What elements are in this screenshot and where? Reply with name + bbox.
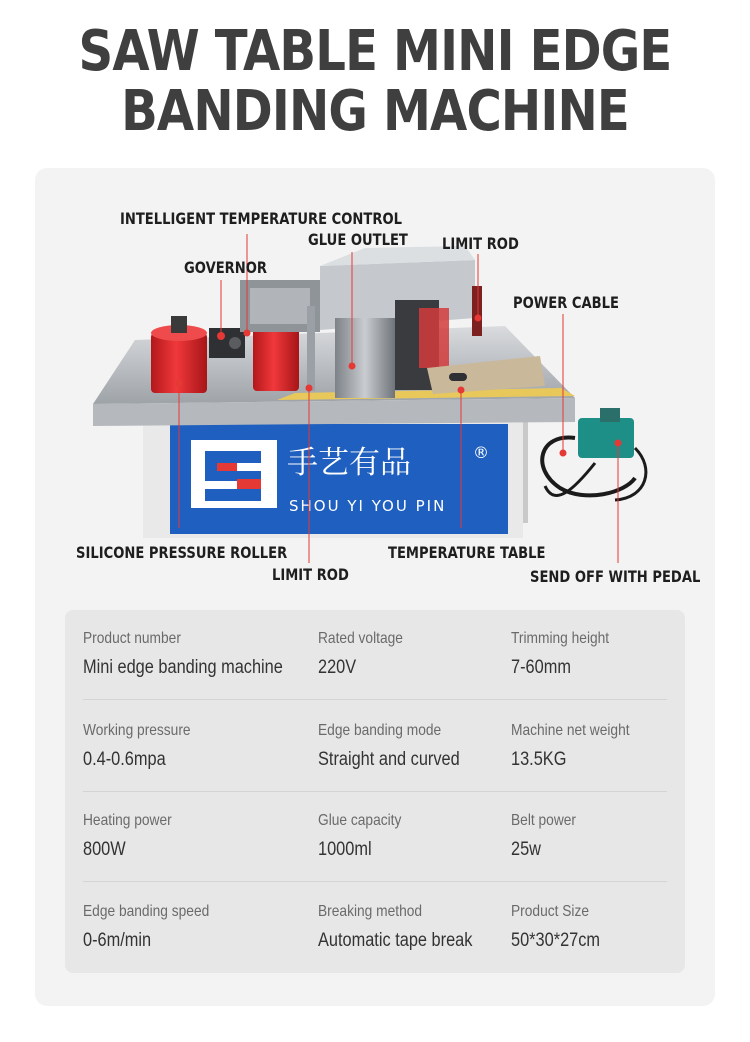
spec-cell [511,903,615,952]
page-title [53,19,698,144]
spec-cell [83,812,186,861]
spec-cell [318,903,498,952]
limit-rod-right [472,286,482,336]
spec-label: Product Size [511,903,590,920]
spec-label: Breaking method [318,903,423,920]
brand-chinese: 手艺有品 [287,445,411,481]
spec-row [65,702,685,792]
spec-value: 1000ml [318,839,372,860]
spec-cell [83,630,315,679]
limit-rod-left [307,306,315,391]
spec-label: Heating power [83,812,172,829]
spec-cell [83,903,230,952]
brand-registered-mark: ® [473,443,489,462]
spec-label: Working pressure [83,722,191,739]
spec-cell [511,812,587,861]
spec-value: 220V [318,657,357,678]
callout-glue-outlet: GLUE OUTLET [308,230,408,249]
spec-divider [83,699,667,700]
callout-governor: GOVERNOR [184,258,268,277]
spec-label: Trimming height [511,630,610,647]
spec-row [65,792,685,882]
spec-value: 25w [511,839,541,860]
spec-value: 800W [83,839,126,860]
control-panel [209,328,245,358]
brand-pinyin: SHOU YI YOU PIN [289,497,447,515]
spec-value: Straight and curved [318,749,460,770]
spec-cell [318,812,415,861]
spec-label: Machine net weight [511,722,630,739]
callout-limit-rod-bottom: LIMIT ROD [272,565,349,584]
callout-intelligent-temperature-control: INTELLIGENT TEMPERATURE CONTROL [120,209,402,228]
brand-logo-icon [191,440,277,508]
callout-send-off-with-pedal: SEND OFF WITH PEDAL [530,567,701,586]
spec-cell [511,630,625,679]
spec-value: 7-60mm [511,657,571,678]
callout-limit-rod-top: LIMIT ROD [442,234,519,253]
spec-cell [318,722,483,771]
spec-label: Product number [83,630,181,647]
callout-temperature-table: TEMPERATURE TABLE [388,543,546,562]
callout-silicone-pressure-roller: SILICONE PRESSURE ROLLER [76,543,288,562]
spec-divider [83,881,667,882]
spec-row [65,610,685,700]
spec-label: Edge banding speed [83,903,210,920]
page-title-line-1: SAW TABLE MINI EDGE [78,19,672,84]
spec-label: Glue capacity [318,812,402,829]
callout-power-cable: POWER CABLE [513,293,619,312]
spec-table [65,610,685,973]
spec-label: Rated voltage [318,630,403,647]
spec-value: Automatic tape break [318,930,473,951]
spec-cell [511,722,649,771]
spec-label: Belt power [511,812,577,829]
spec-cell [318,630,417,679]
spec-row [65,883,685,973]
spec-value: 13.5KG [511,749,567,770]
spec-value: Mini edge banding machine [83,657,283,678]
spec-value: 0-6m/min [83,930,152,951]
spec-value: 50*30*27cm [511,930,601,951]
spec-cell [83,722,208,771]
spec-label: Edge banding mode [318,722,442,739]
page-title-line-2: BANDING MACHINE [121,79,629,144]
spec-value: 0.4-0.6mpa [83,749,166,770]
